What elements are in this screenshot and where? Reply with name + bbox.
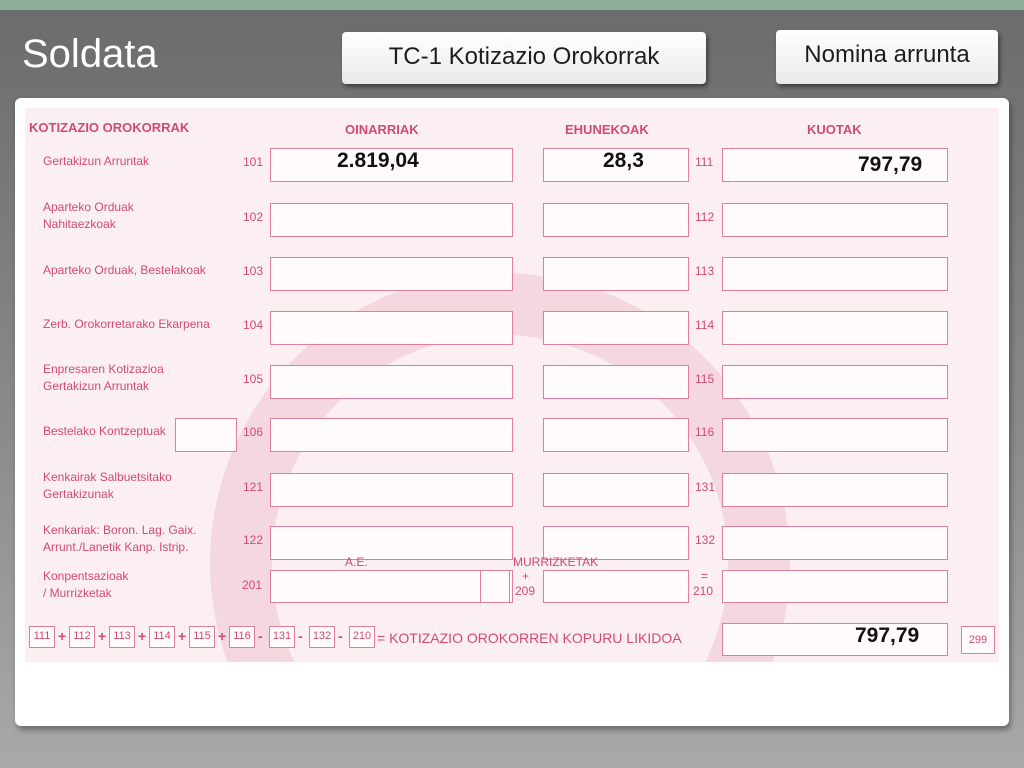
oinarria-field[interactable]	[270, 257, 513, 291]
row-code-left: 106	[243, 425, 264, 439]
ehunekoa-field[interactable]	[543, 418, 689, 452]
slide-title: Soldata	[22, 32, 158, 76]
row-code-right: 114	[695, 318, 715, 332]
row-code-right: 112	[695, 210, 715, 224]
top-accent-bar	[0, 0, 1024, 10]
kuota-field[interactable]	[722, 257, 948, 291]
row-code-right: 115	[695, 372, 715, 386]
row-label-line1: Kenkariak: Boron. Lag. Gaix.	[43, 523, 197, 537]
oinarria-field[interactable]	[270, 311, 513, 345]
kuota-field[interactable]	[722, 365, 948, 399]
section-title: KOTIZAZIO OROKORRAK	[29, 120, 190, 135]
row-code-left: 102	[243, 210, 264, 224]
total-value: 797,79	[855, 624, 920, 647]
formula-code-box: 132	[309, 626, 335, 648]
row-label-line1: Aparteko Orduak, Bestelakoak	[43, 263, 206, 277]
row-code-right: 113	[695, 264, 715, 278]
row-label-line2: Gertakizun Arruntak	[43, 379, 150, 393]
comp-code-left: 201	[242, 578, 263, 592]
formula-operator: +	[98, 628, 107, 644]
row-code-left: 122	[243, 533, 264, 547]
row-code-right: 116	[695, 425, 715, 439]
murr-code: 209	[515, 584, 536, 598]
ehunekoa-field[interactable]	[543, 473, 689, 507]
tc1-form	[25, 108, 999, 662]
formula-code-box: 210	[349, 626, 375, 648]
oinarria-field[interactable]	[270, 203, 513, 237]
murrizketak-field[interactable]	[543, 570, 689, 603]
nomina-tab-button[interactable]: Nomina arrunta	[776, 30, 998, 84]
row-code-right: 132	[695, 533, 716, 547]
row-label-line1: Kenkairak Salbuetsitako	[43, 470, 172, 484]
row-label-line2: Arrunt./Lanetik Kanp. Istrip.	[43, 540, 189, 554]
murrizketak-label: MURRIZKETAK	[513, 555, 599, 569]
kuota-field[interactable]	[722, 473, 948, 507]
formula-code-box: 114	[149, 626, 175, 648]
header-kuotak: KUOTAK	[807, 122, 862, 137]
oinarria-value: 2.819,04	[337, 149, 419, 172]
row-code-left: 105	[243, 372, 264, 386]
kuota-value: 797,79	[858, 153, 923, 176]
document-sheet	[15, 98, 1009, 726]
row-code-right: 131	[695, 480, 716, 494]
header-oinarriak: OINARRIAK	[345, 122, 419, 137]
formula-code-box: 116	[229, 626, 255, 648]
ehunekoa-field[interactable]	[543, 365, 689, 399]
oinarria-field[interactable]	[270, 473, 513, 507]
equals-sign: =	[701, 569, 709, 583]
ae-small-field[interactable]	[480, 570, 510, 603]
kuota-field[interactable]	[722, 311, 948, 345]
comp-label-line1: Konpentsazioak	[43, 569, 129, 583]
oinarria-field[interactable]	[270, 526, 513, 560]
formula-code-box: 112	[69, 626, 95, 648]
row-label-line1: Enpresaren Kotizazioa	[43, 362, 164, 376]
formula-operator: -	[338, 628, 343, 644]
ehunekoa-value: 28,3	[603, 149, 644, 172]
row-code-left: 104	[243, 318, 264, 332]
kuota-field[interactable]	[722, 526, 948, 560]
formula-operator: +	[138, 628, 147, 644]
comp-oinarria-field[interactable]	[270, 570, 513, 603]
formula-operator: +	[178, 628, 187, 644]
tc1-tab-button[interactable]: TC-1 Kotizazio Orokorrak	[342, 32, 706, 84]
row-code-left: 101	[243, 155, 264, 169]
row-code-left: 103	[243, 264, 264, 278]
formula-code-box: 115	[189, 626, 215, 648]
oinarria-field[interactable]	[270, 365, 513, 399]
formula-text: = KOTIZAZIO OROKORREN KOPURU LIKIDOA	[377, 630, 682, 646]
total-code: 299	[961, 626, 995, 654]
ehunekoa-field[interactable]	[543, 257, 689, 291]
ehunekoa-field[interactable]	[543, 311, 689, 345]
bestelako-small-field[interactable]	[175, 418, 237, 452]
formula-operator: +	[218, 628, 227, 644]
ae-label: A.E.	[345, 555, 368, 569]
formula-operator: -	[258, 628, 263, 644]
formula-code-box: 131	[269, 626, 295, 648]
row-label-line2: Gertakizunak	[43, 487, 114, 501]
formula-operator: +	[58, 628, 67, 644]
oinarria-field[interactable]	[270, 418, 513, 452]
row-code-left: 121	[243, 480, 264, 494]
formula-code-box: 111	[29, 626, 55, 648]
ehunekoa-field[interactable]	[543, 203, 689, 237]
header-ehunekoak: EHUNEKOAK	[565, 122, 649, 137]
plus-sign: +	[522, 569, 530, 583]
comp-label-line2: / Murrizketak	[43, 586, 112, 600]
row-label-line1: Zerb. Orokorretarako Ekarpena	[43, 317, 210, 331]
row-label-line1: Bestelako Kontzeptuak	[43, 424, 166, 438]
row-label-line1: Aparteko Orduak	[43, 200, 134, 214]
comp-code-right: 210	[693, 584, 714, 598]
row-label-line2: Nahitaezkoak	[43, 217, 116, 231]
formula-operator: -	[298, 628, 303, 644]
comp-kuota-field[interactable]	[722, 570, 948, 603]
kuota-field[interactable]	[722, 418, 948, 452]
row-code-right: 111	[695, 155, 714, 169]
formula-code-box: 113	[109, 626, 135, 648]
kuota-field[interactable]	[722, 203, 948, 237]
row-label-line1: Gertakizun Arruntak	[43, 154, 150, 168]
